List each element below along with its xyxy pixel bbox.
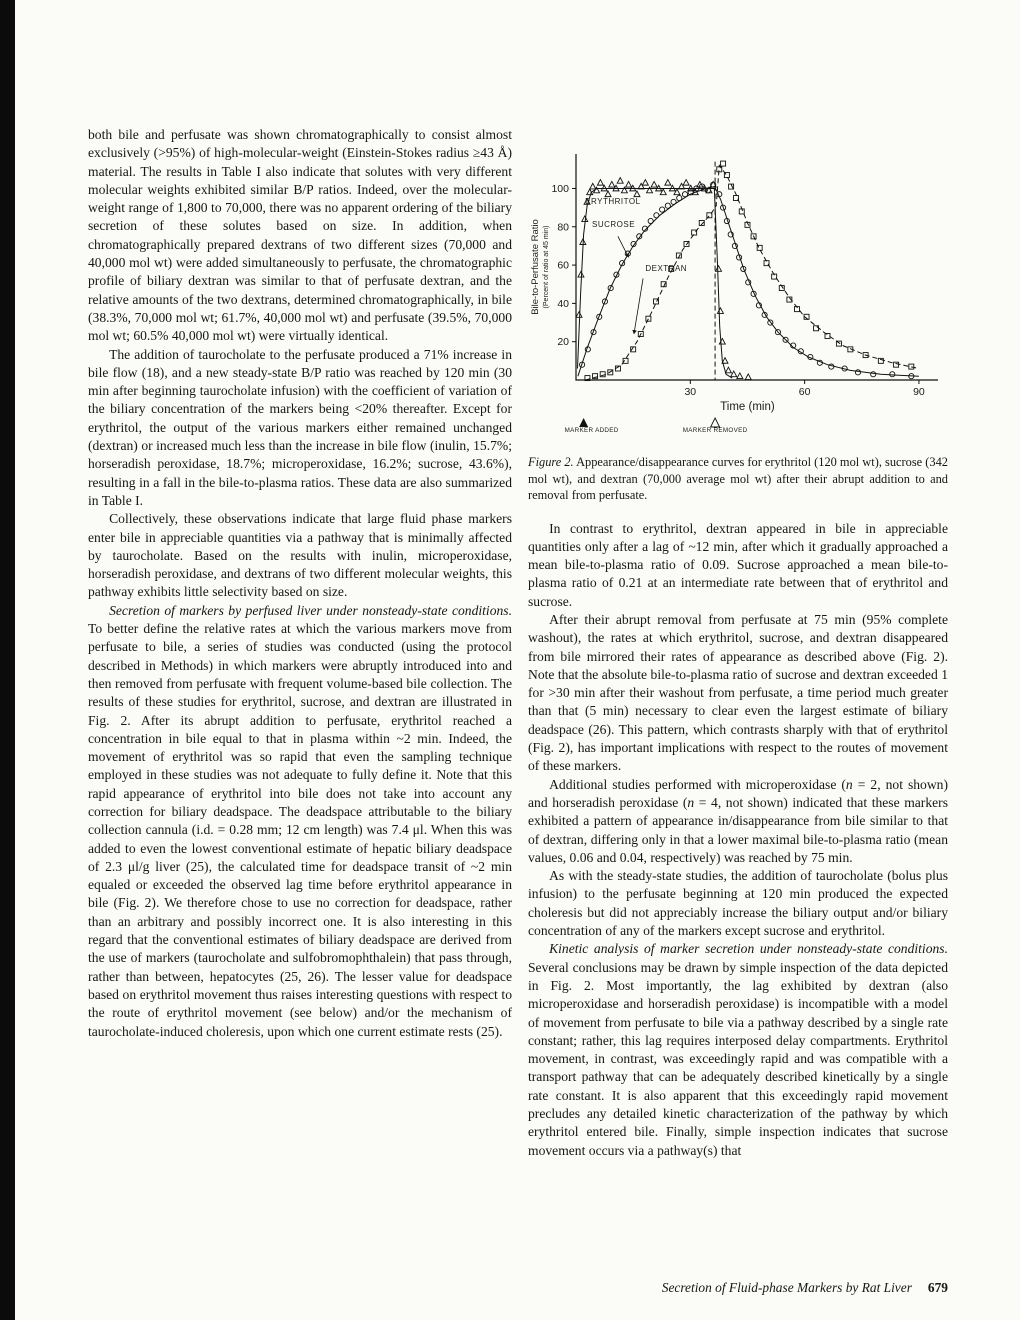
paragraph <box>88 602 512 1041</box>
text-run: To better define the relative rates at which the various markers move from perfusate to bile, a series of studies was conducted (using the protocol described in Methods) in which markers were abruptly introduced into and then removed from perfusate with frequent volume-based bile collection. The results of these studies for erythritol, sucrose, and dextran are illustrated in Fig. 2. After its abrupt addition to perfusate, erythritol reached a concentration in bile equal to that in plasma within ~2 min. Indeed, the movement of erythritol was so rapid that even the sampling technique employed in these studies was not adequate to fully define it. Note that this rapid appearance of erythritol into bile does not take into account any correction for biliary deadspace. The deadspace attributable to the biliary collection cannula (i.d. = 0.28 mm; 12 cm length) was 7.4 μl. When this was added to even the lowest conventional estimate of hepatic biliary deadspace of 2.3 μl/g liver (25), the calculated time for deadspace transit of ~2 min equaled or exceeded the observed lag time before erythritol appearance in bile (Fig. 2). We therefore chose to use no correction for deadspace, rather than an arbitrary and possibly incorrect one. It is also interesting in this regard that the conventional estimates of biliary deadspace are derived from the use of markers (taurocholate and sulfobromophthalein) that pass through, rather than between, hepatocytes (25, 26). The lesser value for deadspace based on erythritol movement thus raises interesting questions with respect to the route of erythritol movement (see below) and/or the mechanism of taurocholate-induced choleresis, upon which one current estimate rests (25). <box>88 621 512 1039</box>
text-run: In contrast to erythritol, dextran appeared in bile in appreciable quantities only after a lag of ~12 min, after which it gradually approached a mean bile-to-plasma ratio of 0.09. Sucrose approached a mean bile-to-plasma ratio of 0.21 at an intermediate rate between that of erythritol and sucrose. <box>528 520 948 609</box>
text-run: n <box>845 776 853 792</box>
svg-text:30: 30 <box>684 386 697 398</box>
paragraph <box>528 520 948 611</box>
svg-text:40: 40 <box>557 297 569 310</box>
text-run: Secretion of markers by perfused liver under nonsteady-state conditions. <box>109 602 512 618</box>
figure-2-chart <box>528 138 948 446</box>
text-run: Appearance/disappearance curves for erythritol (120 mol wt), sucrose (342 mol wt), and dextran (70,000 average mol wt) after their abrupt addition to and removal from perfusate. <box>528 455 948 502</box>
paragraph <box>88 126 512 346</box>
text-run: = 2, not shown) and horseradish peroxidase ( <box>528 776 948 810</box>
left-text-column <box>88 126 512 1041</box>
text-run: Figure 2. <box>528 455 574 469</box>
text-run: As with the steady-state studies, the addition of taurocholate (bolus plus infusion) to the perfusate beginning at 120 min produced the expected choleresis but did not appreciably increase the biliary output and/or biliary concentration of any of the markers except sucrose and erythritol. <box>528 868 948 939</box>
svg-text:ERYTHRITOL: ERYTHRITOL <box>585 196 641 206</box>
text-run: After their abrupt removal from perfusate at 75 min (95% complete washout), the rates at which erythritol, sucrose, and dextran disappeared from bile mirrored their rates of appearance as described above (Fig. 2). Note that the absolute bile-to-plasma ratio of sucrose and dextran exceeded 1 for >30 min after their washout from perfusate, a time period much greater than that (5 min) necessary to clear even the largest estimate of biliary deadspace (26). This pattern, which contrasts sharply with that of erythritol (Fig. 2), has important implications with respect to the routes of movement of these markers. <box>528 611 948 774</box>
right-text-column <box>528 138 948 1160</box>
svg-text:60: 60 <box>557 259 569 272</box>
svg-text:MARKER ADDED: MARKER ADDED <box>564 427 619 434</box>
text-run: Several conclusions may be drawn by simple inspection of the data depicted in Fig. 2. Most importantly, the lag exhibited by dextran (also microperoxidase and horseradish peroxidase) is incompatible with a model of movement from perfusate to bile via a pathway described by a single rate constant; rather, this lag requires interposed delay compartments. Erythritol movement, in contrast, was exceedingly rapid and was compatible with a transport pathway that can be adequately described kinetically by a single rate constant. It is also apparent that this exceedingly rapid movement precludes any detailed kinetic characterization of the pathway by which erythritol entered bile. Finally, simple inspection indicates that sucrose movement occurs via a pathway(s) that <box>528 959 948 1158</box>
paragraph <box>528 940 948 1160</box>
text-run: Kinetic analysis of marker secretion under nonsteady-state conditions. <box>549 941 948 957</box>
paragraph <box>528 867 948 940</box>
right-column-text <box>528 520 948 1160</box>
text-run: n <box>687 794 695 810</box>
paragraph <box>88 346 512 511</box>
svg-text:60: 60 <box>798 386 811 398</box>
scan-edge-artifact <box>0 0 15 1320</box>
text-run: Additional studies performed with microperoxidase ( <box>549 776 846 792</box>
svg-text:80: 80 <box>557 221 569 234</box>
paragraph <box>88 510 512 601</box>
text-run: both bile and perfusate was shown chromatographically to consist almost exclusively (>95%) of high-molecular-weight (Einstein-Stokes radius ≥43 Å) material. The results in Table I also indicate that solutes with very different molecular weights exhibited similar B/P ratios. Indeed, over the molecular-weight range of 1,800 to 70,000, there was no apparent ordering of the biliary secretion of these solutes based on size. In addition, when chromatographically prepared dextrans of two different sizes (70,000 and 40,000 mol wt) were added simultaneously to perfusate, the chromatographic profile of biliary dextran was similar to that of perfusate dextran, and the relative amounts of the two dextrans, determined chromatographically, in bile (38.3%, 70,000 mol wt; 61.7%, 40,000 mol wt) and perfusate (39.5%, 70,000 mol wt; 60.5% 40,000 mol wt) were virtually identical. <box>88 127 512 344</box>
svg-text:90: 90 <box>913 386 925 398</box>
svg-text:MARKER REMOVED: MARKER REMOVED <box>682 427 748 434</box>
svg-text:20: 20 <box>557 336 569 349</box>
text-run: The addition of taurocholate to the perfusate produced a 71% increase in bile flow (18), and a new steady-state B/P ratio was reached by 120 min (30 min after beginning taurocholate infusion) with the coefficient of variation of the biliary concentration of the markers being <20% thereafter. Except for erythritol, the output of the various markers either remained unchanged (dextran) or increased much less than the increase in bile flow (inulin, 15.7%; horseradish peroxidase, 18.7%; microperoxidase, 16.2%; sucrose, 43.6%), resulting in a fall in the bile-to-plasma ratios. These data are also summarized in Table I. <box>88 346 512 508</box>
svg-text:DEXTRAN: DEXTRAN <box>645 263 688 273</box>
svg-text:Bile-to-Perfusate Ratio: Bile-to-Perfusate Ratio <box>530 219 541 315</box>
page-footer <box>528 1280 948 1296</box>
figure-2-caption <box>528 454 948 504</box>
svg-text:100: 100 <box>551 182 569 195</box>
running-title: Secretion of Fluid-phase Markers by Rat Liver <box>661 1280 912 1295</box>
page-number: 679 <box>927 1280 948 1295</box>
caption-paragraph <box>528 454 948 504</box>
figure-2 <box>528 138 948 504</box>
paragraph <box>528 776 948 867</box>
paragraph <box>528 611 948 776</box>
svg-text:SUCROSE: SUCROSE <box>592 219 636 229</box>
svg-text:Time (min): Time (min) <box>720 401 775 413</box>
svg-text:(Percent of ratio at 45 min): (Percent of ratio at 45 min) <box>543 225 550 309</box>
text-run: Collectively, these observations indicate that large fluid phase markers enter bile in appreciable quantities via a pathway that is minimally affected by taurocholate. Based on the results with inulin, microperoxidase, horseradish peroxidase, and dextrans of two different molecular weights, this pathway exhibits little selectivity based on size. <box>88 511 512 600</box>
text-run: = 4, not shown) indicated that these markers exhibited a pattern of appearance in/disappearance from bile similar to that of dextran, differing only in that a lower maximal bile-to-plasma ratio (mean values, 0.06 and 0.04, respectively) was reached by 75 min. <box>528 794 948 865</box>
